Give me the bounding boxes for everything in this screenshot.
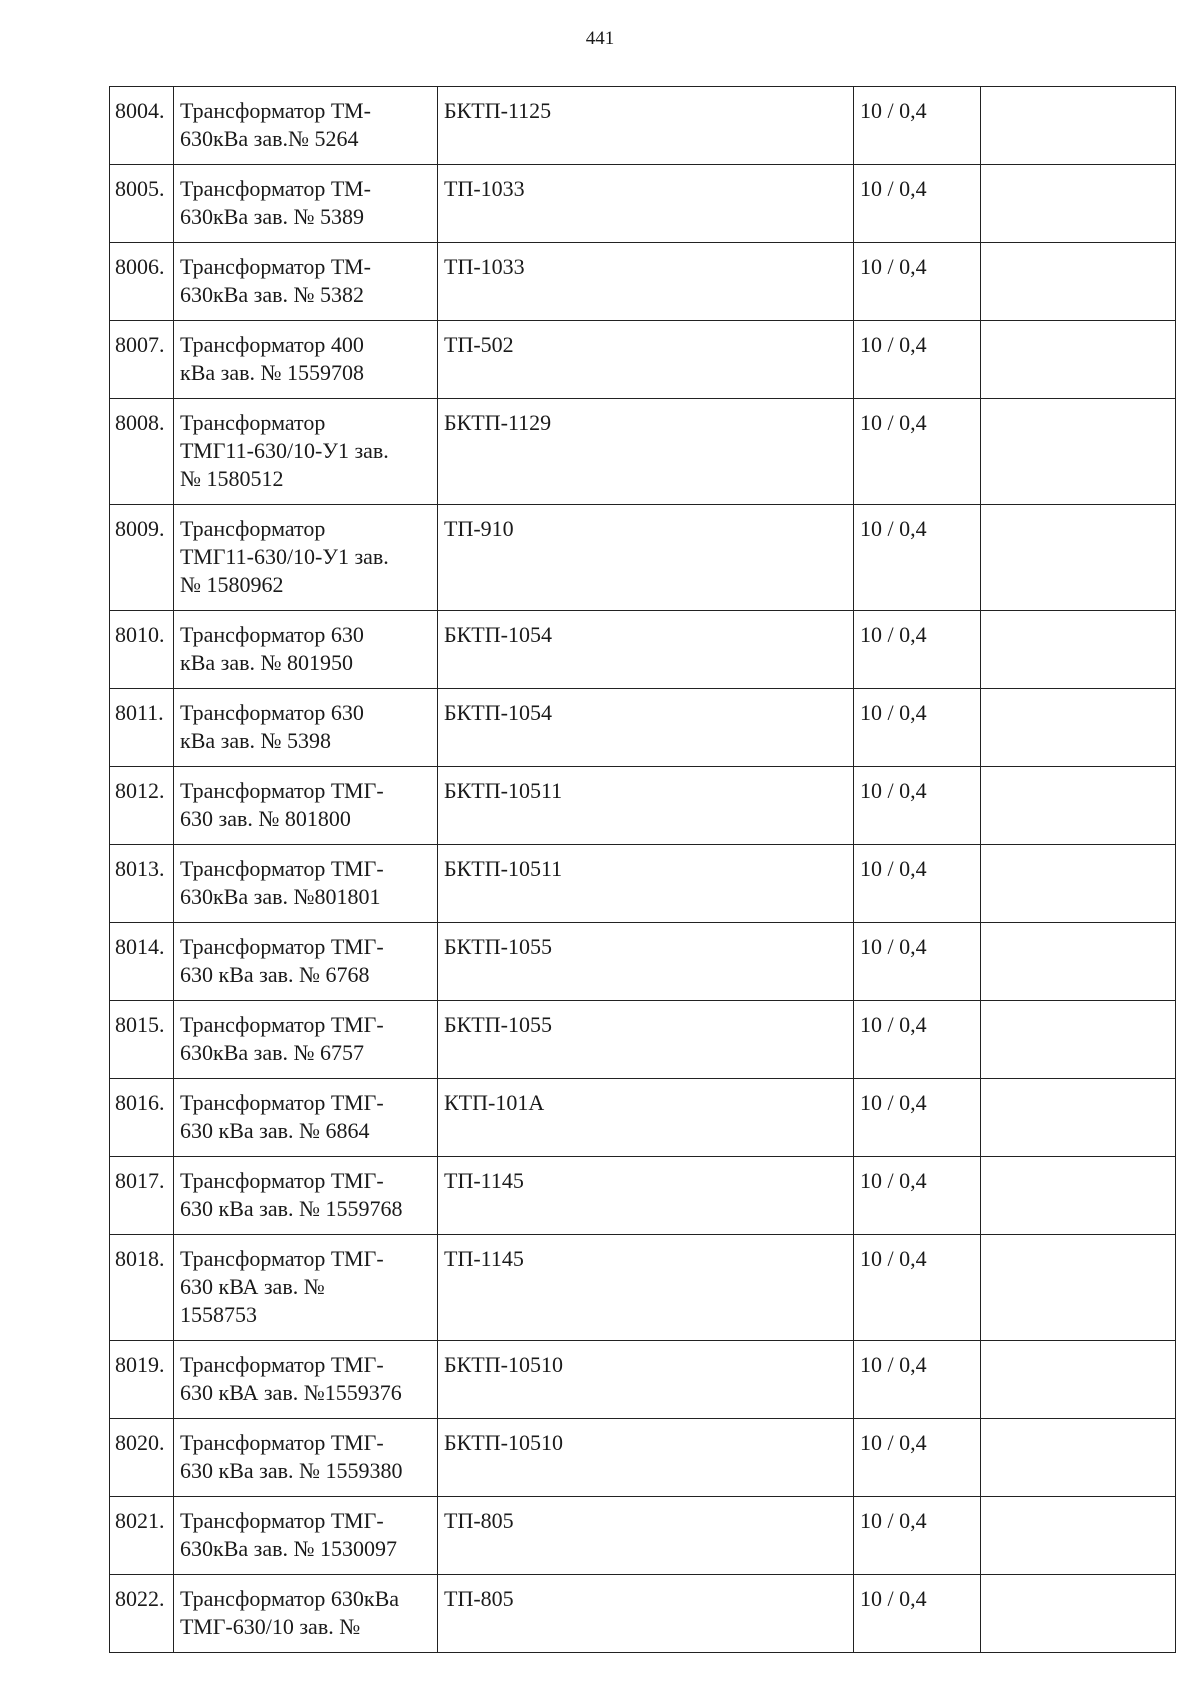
equipment-name-line: ТМГ11-630/10-У1 зав. xyxy=(180,438,389,463)
substation: КТП-101А xyxy=(438,1079,854,1157)
equipment-name-line: Трансформатор ТМ- xyxy=(180,176,371,201)
substation: БКТП-10511 xyxy=(438,845,854,923)
equipment-name-line: 630кВа зав. № 5389 xyxy=(180,204,364,229)
voltage: 10 / 0,4 xyxy=(854,611,981,689)
table-row xyxy=(110,321,1176,399)
equipment-name xyxy=(174,1341,438,1419)
row-number: 8012. xyxy=(110,767,174,845)
equipment-name xyxy=(174,399,438,505)
substation: БКТП-1055 xyxy=(438,923,854,1001)
row-number: 8009. xyxy=(110,505,174,611)
table-row xyxy=(110,1079,1176,1157)
equipment-name xyxy=(174,1079,438,1157)
equipment-name xyxy=(174,1497,438,1575)
table-row xyxy=(110,689,1176,767)
note xyxy=(981,923,1176,1001)
equipment-name xyxy=(174,767,438,845)
equipment-name xyxy=(174,1157,438,1235)
substation: БКТП-1125 xyxy=(438,87,854,165)
page-number: 441 xyxy=(585,28,615,49)
voltage: 10 / 0,4 xyxy=(854,1341,981,1419)
equipment-name-line: 630 кВа зав. № 1559380 xyxy=(180,1458,403,1483)
voltage: 10 / 0,4 xyxy=(854,505,981,611)
voltage: 10 / 0,4 xyxy=(854,87,981,165)
equipment-name xyxy=(174,845,438,923)
row-number: 8005. xyxy=(110,165,174,243)
voltage: 10 / 0,4 xyxy=(854,165,981,243)
table-row xyxy=(110,505,1176,611)
equipment-name-line: кВа зав. № 5398 xyxy=(180,728,331,753)
equipment-name-line: 630кВа зав. № 6757 xyxy=(180,1040,364,1065)
table-row xyxy=(110,845,1176,923)
note xyxy=(981,243,1176,321)
note xyxy=(981,1079,1176,1157)
equipment-name-line: 630кВа зав. № 5382 xyxy=(180,282,364,307)
equipment-name-line: Трансформатор ТМГ- xyxy=(180,934,384,959)
equipment-name xyxy=(174,321,438,399)
table-row xyxy=(110,1497,1176,1575)
substation: ТП-805 xyxy=(438,1497,854,1575)
substation: ТП-805 xyxy=(438,1575,854,1653)
equipment-name-line: 1558753 xyxy=(180,1302,257,1327)
equipment-name-line: 630 кВа зав. № 6864 xyxy=(180,1118,370,1143)
row-number: 8018. xyxy=(110,1235,174,1341)
equipment-name-line: Трансформатор 630 xyxy=(180,622,364,647)
note xyxy=(981,767,1176,845)
voltage: 10 / 0,4 xyxy=(854,399,981,505)
equipment-name-line: Трансформатор ТМГ- xyxy=(180,778,384,803)
equipment-name xyxy=(174,923,438,1001)
equipment-name-line: № 1580962 xyxy=(180,572,284,597)
table-row xyxy=(110,767,1176,845)
equipment-name-line: Трансформатор ТМ- xyxy=(180,254,371,279)
equipment-name-line: ТМГ-630/10 зав. № xyxy=(180,1614,361,1639)
note xyxy=(981,165,1176,243)
equipment-name-line: кВа зав. № 1559708 xyxy=(180,360,364,385)
equipment-name-line: Трансформатор xyxy=(180,410,326,435)
voltage: 10 / 0,4 xyxy=(854,1079,981,1157)
equipment-name xyxy=(174,1001,438,1079)
row-number: 8004. xyxy=(110,87,174,165)
equipment-name-line: Трансформатор ТМГ- xyxy=(180,1352,384,1377)
row-number: 8013. xyxy=(110,845,174,923)
voltage: 10 / 0,4 xyxy=(854,1157,981,1235)
equipment-table xyxy=(109,86,1176,1653)
note xyxy=(981,505,1176,611)
table-row xyxy=(110,1235,1176,1341)
table-row xyxy=(110,1575,1176,1653)
table-row xyxy=(110,399,1176,505)
equipment-name-line: Трансформатор 630 xyxy=(180,700,364,725)
row-number: 8022. xyxy=(110,1575,174,1653)
equipment-name-line: ТМГ11-630/10-У1 зав. xyxy=(180,544,389,569)
row-number: 8010. xyxy=(110,611,174,689)
row-number: 8021. xyxy=(110,1497,174,1575)
note xyxy=(981,689,1176,767)
note xyxy=(981,845,1176,923)
equipment-name-line: Трансформатор ТМГ- xyxy=(180,1246,384,1271)
equipment-name-line: 630кВа зав. № 1530097 xyxy=(180,1536,397,1561)
row-number: 8016. xyxy=(110,1079,174,1157)
substation: БКТП-1054 xyxy=(438,689,854,767)
equipment-name xyxy=(174,243,438,321)
equipment-name-line: № 1580512 xyxy=(180,466,284,491)
table-row xyxy=(110,1001,1176,1079)
row-number: 8020. xyxy=(110,1419,174,1497)
equipment-name-line: 630 кВа зав. № 6768 xyxy=(180,962,370,987)
equipment-name-line: Трансформатор 400 xyxy=(180,332,364,357)
substation: БКТП-10511 xyxy=(438,767,854,845)
equipment-name xyxy=(174,87,438,165)
row-number: 8015. xyxy=(110,1001,174,1079)
equipment-name-line: Трансформатор ТМГ- xyxy=(180,1168,384,1193)
note xyxy=(981,1575,1176,1653)
note xyxy=(981,1001,1176,1079)
substation: БКТП-1129 xyxy=(438,399,854,505)
substation: ТП-502 xyxy=(438,321,854,399)
substation: БКТП-1054 xyxy=(438,611,854,689)
table-row xyxy=(110,165,1176,243)
note xyxy=(981,1235,1176,1341)
voltage: 10 / 0,4 xyxy=(854,689,981,767)
row-number: 8014. xyxy=(110,923,174,1001)
equipment-name-line: Трансформатор ТМГ- xyxy=(180,856,384,881)
row-number: 8011. xyxy=(110,689,174,767)
row-number: 8006. xyxy=(110,243,174,321)
equipment-name-line: 630кВа зав.№ 5264 xyxy=(180,126,359,151)
equipment-name-line: Трансформатор xyxy=(180,516,326,541)
voltage: 10 / 0,4 xyxy=(854,1575,981,1653)
substation: БКТП-10510 xyxy=(438,1419,854,1497)
note xyxy=(981,399,1176,505)
voltage: 10 / 0,4 xyxy=(854,845,981,923)
substation: ТП-1033 xyxy=(438,165,854,243)
table-row xyxy=(110,87,1176,165)
note xyxy=(981,1341,1176,1419)
note xyxy=(981,1497,1176,1575)
table-row xyxy=(110,923,1176,1001)
voltage: 10 / 0,4 xyxy=(854,321,981,399)
substation: ТП-910 xyxy=(438,505,854,611)
note xyxy=(981,87,1176,165)
equipment-name-line: 630кВа зав. №801801 xyxy=(180,884,381,909)
note xyxy=(981,321,1176,399)
equipment-name-line: кВа зав. № 801950 xyxy=(180,650,353,675)
equipment-name-line: Трансформатор ТМГ- xyxy=(180,1012,384,1037)
equipment-name xyxy=(174,505,438,611)
note xyxy=(981,611,1176,689)
table-row xyxy=(110,611,1176,689)
equipment-name xyxy=(174,1235,438,1341)
substation: БКТП-1055 xyxy=(438,1001,854,1079)
note xyxy=(981,1157,1176,1235)
equipment-name-line: Трансформатор ТМГ- xyxy=(180,1508,384,1533)
note xyxy=(981,1419,1176,1497)
equipment-name-line: Трансформатор ТМГ- xyxy=(180,1430,384,1455)
row-number: 8017. xyxy=(110,1157,174,1235)
voltage: 10 / 0,4 xyxy=(854,767,981,845)
row-number: 8019. xyxy=(110,1341,174,1419)
voltage: 10 / 0,4 xyxy=(854,1001,981,1079)
equipment-name-line: Трансформатор 630кВа xyxy=(180,1586,400,1611)
equipment-name-line: Трансформатор ТМ- xyxy=(180,98,371,123)
voltage: 10 / 0,4 xyxy=(854,243,981,321)
voltage: 10 / 0,4 xyxy=(854,1235,981,1341)
equipment-name xyxy=(174,1419,438,1497)
equipment-name xyxy=(174,611,438,689)
equipment-name xyxy=(174,689,438,767)
substation: ТП-1145 xyxy=(438,1157,854,1235)
equipment-name xyxy=(174,165,438,243)
voltage: 10 / 0,4 xyxy=(854,923,981,1001)
row-number: 8008. xyxy=(110,399,174,505)
equipment-name-line: 630 кВа зав. № 1559768 xyxy=(180,1196,403,1221)
row-number: 8007. xyxy=(110,321,174,399)
equipment-name-line: 630 кВА зав. № xyxy=(180,1274,325,1299)
table-row xyxy=(110,243,1176,321)
table-row xyxy=(110,1341,1176,1419)
substation: ТП-1145 xyxy=(438,1235,854,1341)
equipment-table-body xyxy=(110,87,1176,1653)
table-row xyxy=(110,1157,1176,1235)
voltage: 10 / 0,4 xyxy=(854,1419,981,1497)
table-row xyxy=(110,1419,1176,1497)
equipment-name xyxy=(174,1575,438,1653)
voltage: 10 / 0,4 xyxy=(854,1497,981,1575)
equipment-name-line: 630 кВА зав. №1559376 xyxy=(180,1380,402,1405)
equipment-name-line: Трансформатор ТМГ- xyxy=(180,1090,384,1115)
substation: БКТП-10510 xyxy=(438,1341,854,1419)
equipment-name-line: 630 зав. № 801800 xyxy=(180,806,351,831)
substation: ТП-1033 xyxy=(438,243,854,321)
